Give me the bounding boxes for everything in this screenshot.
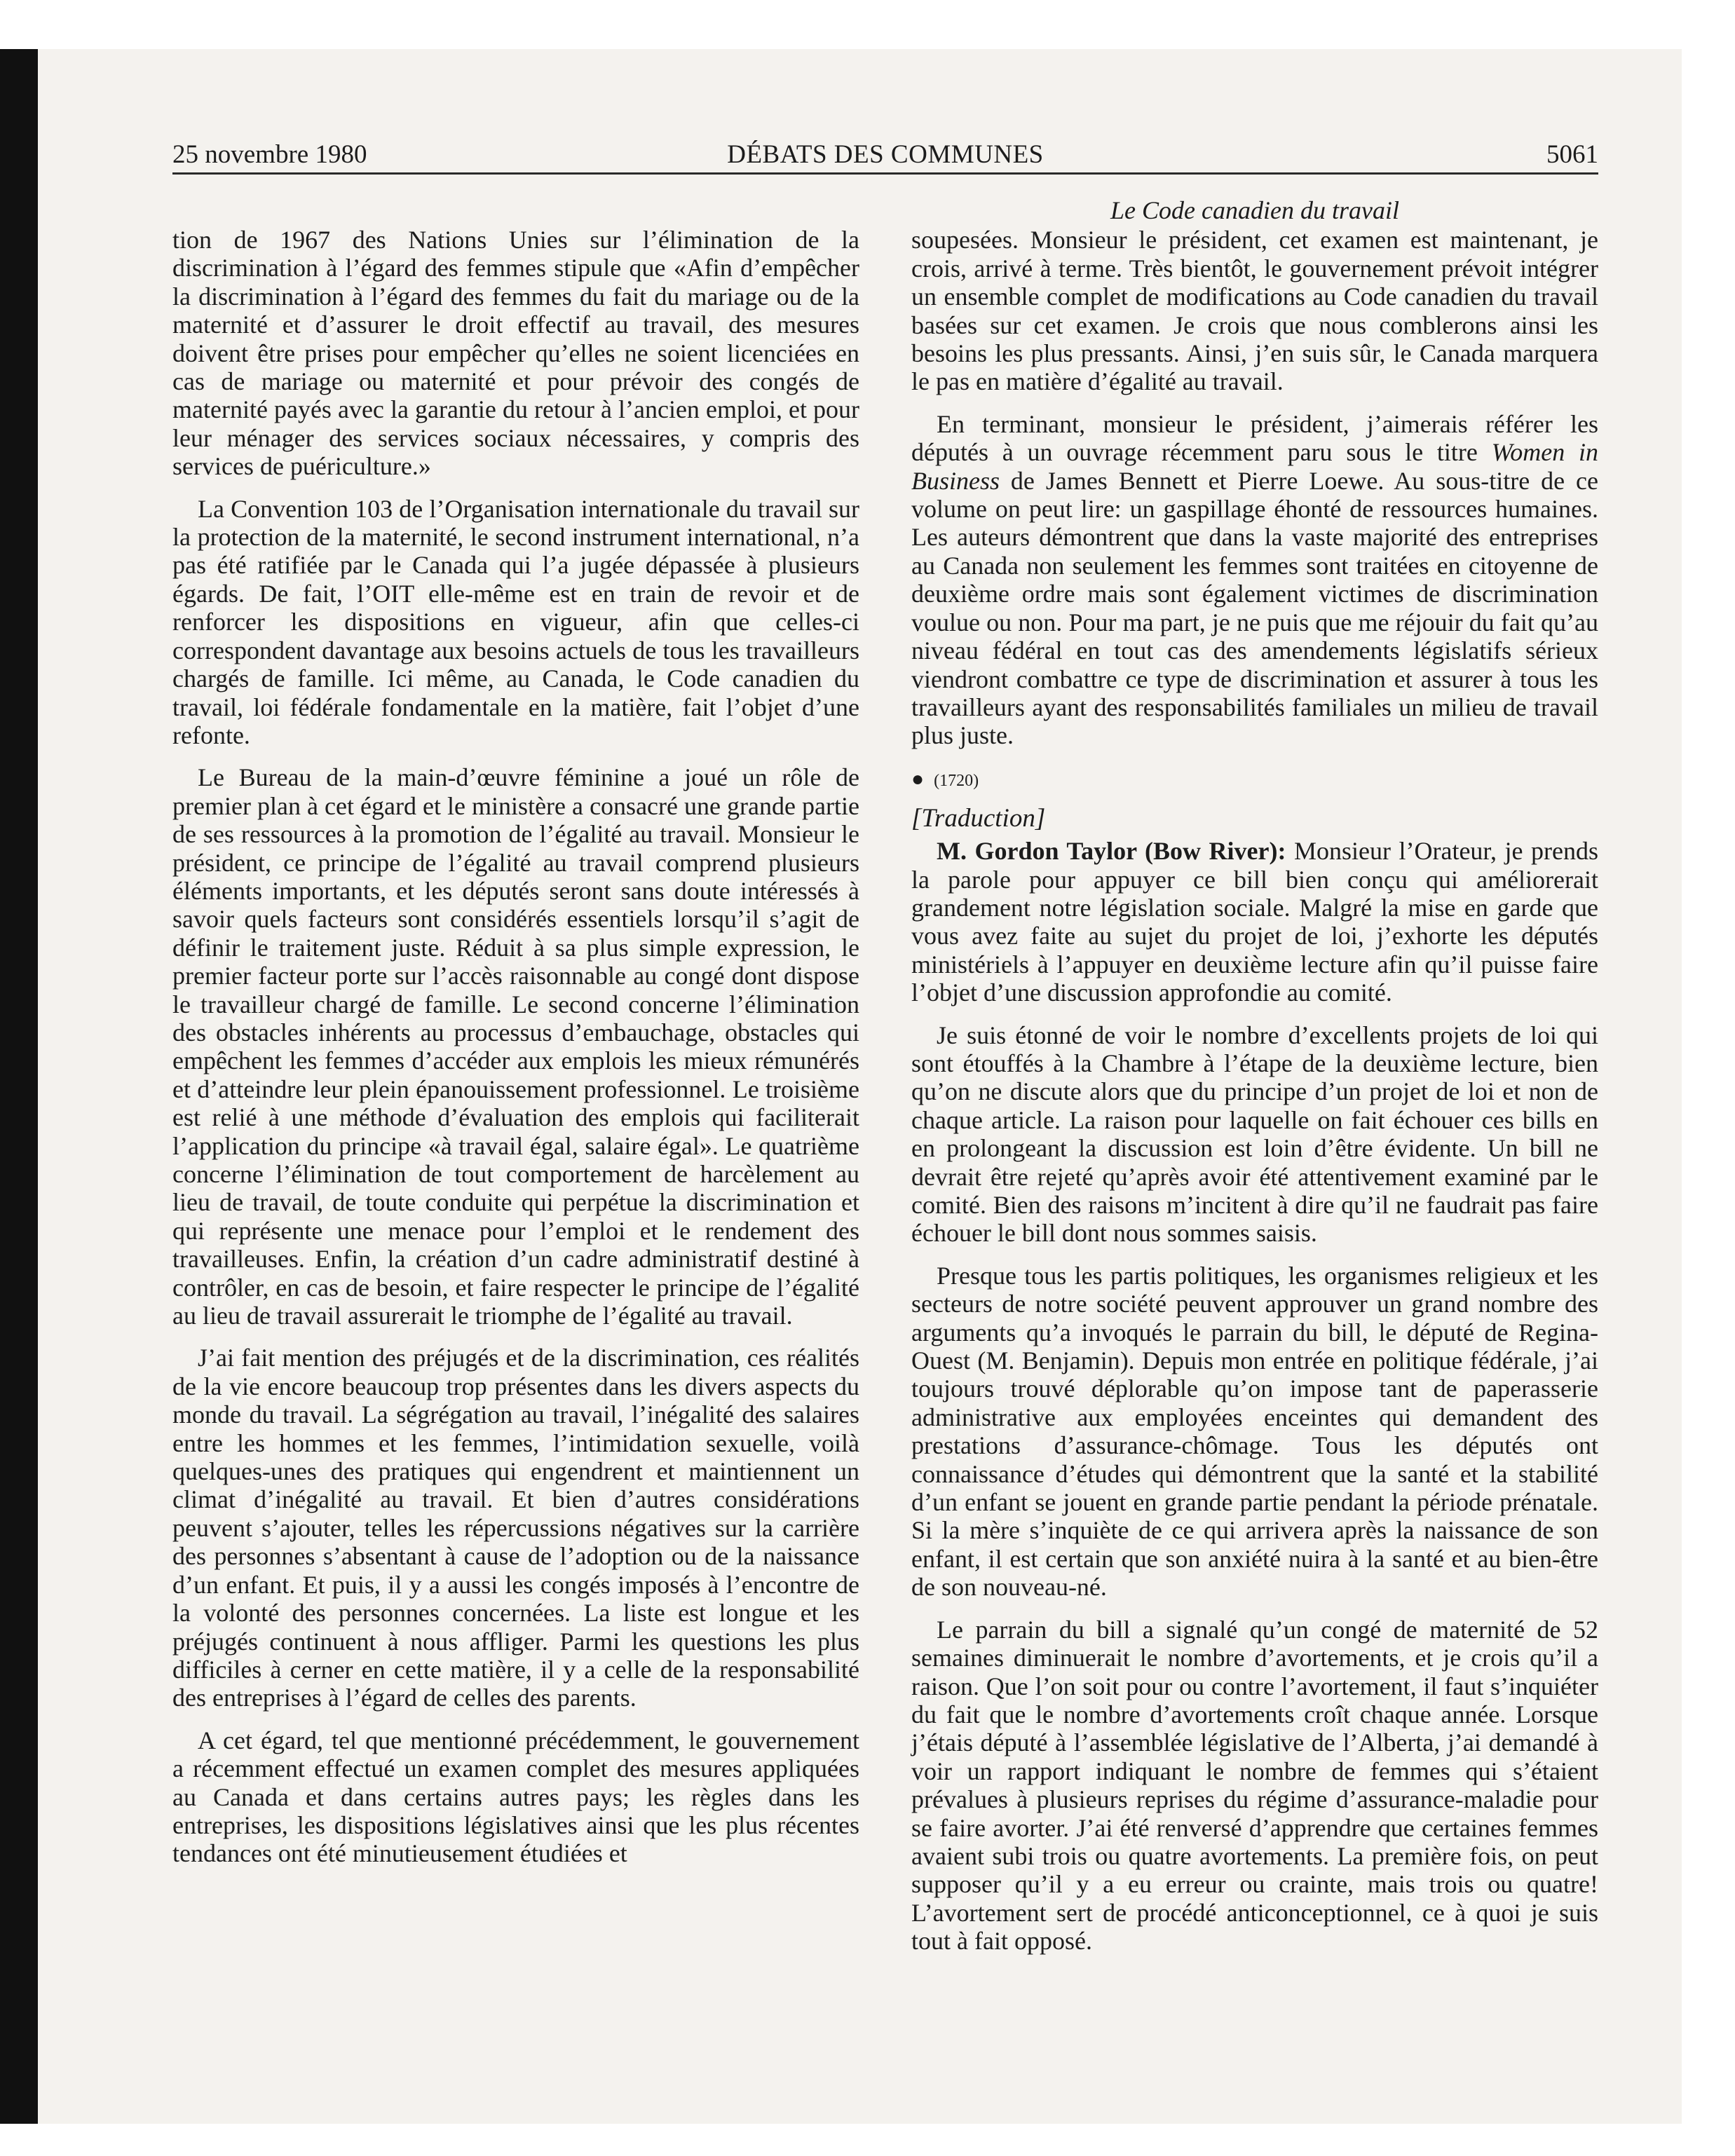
paragraph: A cet égard, tel que mentionné précédemment, le gouvernement a récemment effectué un examen complet des mesures appliquées au Canada et dans certains autres pays; les règles dans les entreprises, les dispositions législatives ainsi que les plus récentes tendances ont été minutieusement étudiées et bbox=[172, 1726, 859, 1868]
paragraph-text: En terminant, monsieur le président, j’aimerais référer les députés à un ouvrage récemment paru sous le titre bbox=[911, 409, 1598, 467]
time-marker bbox=[911, 765, 1598, 795]
paragraph: La Convention 103 de l’Organisation internationale du travail sur la protection de la maternité, le second instrument international, n’a pas été ratifiée par le Canada qui l’a jugée dépassée à plusieurs égards. De fait, l’OIT elle-même est en train de revoir et de renforcer les dispositions en vigueur, afin que celles-ci correspondent davantage aux besoins actuels de tous les travailleurs chargés de famille. Ici même, au Canada, le Code canadien du travail, loi fédérale fondamentale en la matière, fait l’objet d’une refonte. bbox=[172, 494, 859, 749]
header-title: DÉBATS DES COMMUNES bbox=[727, 140, 1044, 169]
translation-label: [Traduction] bbox=[911, 803, 1046, 833]
paragraph: Le Bureau de la main-d’œuvre féminine a joué un rôle de premier plan à cet égard et le ministère a consacré une grande partie de ses ressources à la promotion de l’égalité au travail. Monsieur le président, ce principe de l’égalité au travail comprend plusieurs éléments importants, et les députés seront sans doute intéressés à savoir quels facteurs sont considérés essentiels lorsqu’il s’agit de définir le traitement juste. Réduit à sa plus simple expression, le premier facteur porte sur l’accès raisonnable au congé dont dispose le travailleur chargé de famille. Le second concerne l’élimination des obstacles inhérents au processus d’embauchage, obstacles qui empêchent les femmes d’accéder aux emplois les mieux rémunérés et d’atteindre leur plein épanouissement professionnel. Le troisième est relié à une méthode d’évaluation des emplois qui faciliterait l’application du principe «à travail égal, salaire égal». Le quatrième concerne l’élimination de tout comportement de harcèlement au lieu de travail, de toute conduite qui perpétue la discrimination et qui représente une menace pour l’emploi et le rendement des travailleuses. Enfin, la création d’un cadre administratif destiné à contrôler, en cas de besoin, et faire respecter le principe de l’égalité au lieu de travail assurerait le triomphe de l’égalité au travail. bbox=[172, 763, 859, 1330]
paragraph bbox=[911, 410, 1598, 750]
paragraph: soupesées. Monsieur le président, cet examen est maintenant, je crois, arrivé à terme. Très bientôt, le gouvernement prévoit intégrer un ensemble complet de modifications au Code canadien du travail basées sur cet examen. Je crois que nous comblerons ainsi les besoins les plus pressants. Ainsi, j’en suis sûr, le Canada marquera le pas en matière d’égalité au travail. bbox=[911, 226, 1598, 396]
speaker-name: M. Gordon Taylor (Bow River): bbox=[937, 837, 1286, 866]
paragraph: Le parrain du bill a signalé qu’un congé de maternité de 52 semaines diminuerait le nombre d’avortements, et je crois qu’il a raison. Que l’on soit pour ou contre l’avortement, il faut s’inquiéter du fait que le nombre d’avortements croît chaque année. Lorsque j’étais député à l’assemblée législative de l’Alberta, j’ai demandé à voir un rapport indiquant le nombre de femmes qui s’étaient prévalues à plusieurs reprises du régime d’assurance-maladie pour se faire avorter. J’ai été renversé d’apprendre que certaines femmes avaient subi trois ou quatre avortements. La première fois, on peut supposer qu’il y a eu erreur ou crainte, mais trois ou quatre! L’avortement sert de procédé anticonceptionnel, ce à quoi je suis tout à fait opposé. bbox=[911, 1615, 1598, 1956]
paragraph-text: Monsieur l’Orateur, je prends la parole pour appuyer ce bill bien conçu qui améliorerait grandement notre législation sociale. Malgré la mise en garde que vous avez faite au sujet du projet de loi, j’exhorte les députés ministériels à l’appuyer en deuxième lecture afin qu’il puisse faire l’objet d’une discussion approfondie au comité. bbox=[911, 837, 1598, 1007]
paragraph: tion de 1967 des Nations Unies sur l’élimination de la discrimination à l’égard des femmes stipule que «Afin d’empêcher la discrimination à l’égard des femmes du fait du mariage ou de la maternité et d’assurer le droit effectif au travail, des mesures doivent être prises pour empêcher qu’elles ne soient licenciées en cas de mariage ou maternité et pour prévoir des congés de maternité payés avec la garantie du retour à l’ancien emploi, et pour leur ménager des services sociaux nécessaires, y compris des services de puériculture.» bbox=[172, 226, 859, 481]
right-column bbox=[911, 196, 1598, 1970]
left-column bbox=[172, 196, 859, 1882]
paragraph bbox=[911, 837, 1598, 1007]
paragraph-text: de James Bennett et Pierre Loewe. Au sous-titre de ce volume on peut lire: un gaspillage éhonté de ressources humaines. Les auteurs démontrent que dans la vaste majorité des entreprises au Canada non seulement les femmes sont traitées en citoyenne de deuxième ordre mais sont également victimes de discrimination voulue ou non. Pour ma part, je ne puis que me réjouir du fait qu’au niveau fédéral en tout cas des amendements législatifs sérieux viendront combattre ce type de discrimination et assurer à tous les travailleurs ayant des responsabilités familiales un milieu de travail plus juste. bbox=[911, 466, 1598, 750]
time-marker-text: (1720) bbox=[934, 771, 979, 790]
running-head: Le Code canadien du travail bbox=[1110, 196, 1399, 224]
page-header bbox=[172, 139, 1598, 171]
book-title: Women in Business bbox=[911, 438, 1598, 495]
bullet-icon: ● bbox=[911, 767, 925, 791]
page-number: 5061 bbox=[1546, 140, 1598, 169]
header-date: 25 novembre 1980 bbox=[172, 140, 367, 169]
paragraph: Presque tous les partis politiques, les organismes religieux et les secteurs de notre société peuvent approuver un grand nombre des arguments qu’a invoqués le parrain du bill, le député de Regina-Ouest (M. Benjamin). Depuis mon entrée en politique fédérale, j’ai toujours trouvé déplorable qu’on impose tant de paperasserie administrative aux employées enceintes qui demandent des prestations d’assurance-chômage. Tous les députés ont connaissance d’études qui démontrent que la santé et la stabilité d’un enfant se jouent en grande partie pendant la période prénatale. Si la mère s’inquiète de ce qui arrivera après la naissance de son enfant, il est certain que son anxiété nuira à la santé et au bien-être de son nouveau-né. bbox=[911, 1261, 1598, 1602]
scan-edge bbox=[0, 49, 38, 2124]
paragraph: Je suis étonné de voir le nombre d’excellents projets de loi qui sont étouffés à la Chambre à l’étape de la deuxième lecture, bien qu’on ne discute alors que du principe d’un projet de loi et non de chaque article. La raison pour laquelle on fait échouer ces bills en en prolongeant la discussion est loin d’être évidente. Un bill ne devrait être rejeté qu’après avoir été attentivement examiné par le comité. Bien des raisons m’incitent à dire qu’il ne faudrait pas faire échouer le bill dont nous sommes saisis. bbox=[911, 1021, 1598, 1248]
paragraph: J’ai fait mention des préjugés et de la discrimination, ces réalités de la vie encore beaucoup trop présentes dans les divers aspects du monde du travail. La ségrégation au travail, l’inégalité des salaires entre les hommes et les femmes, l’intimidation sexuelle, voilà quelques-unes des pratiques qui engendrent et maintiennent un climat d’inégalité au travail. Et bien d’autres considérations peuvent s’ajouter, telles les répercussions négatives sur la carrière des personnes s’absentant à cause de l’adoption ou de la naissance d’un enfant. Et puis, il y a aussi les congés imposés à l’encontre de la volonté des personnes concernées. La liste est longue et les préjugés continuent à nous affliger. Parmi les questions les plus difficiles à cerner en cette matière, il y a celle de la responsabilité des entreprises à l’égard de celles des parents. bbox=[172, 1344, 859, 1712]
header-rule bbox=[172, 172, 1598, 175]
